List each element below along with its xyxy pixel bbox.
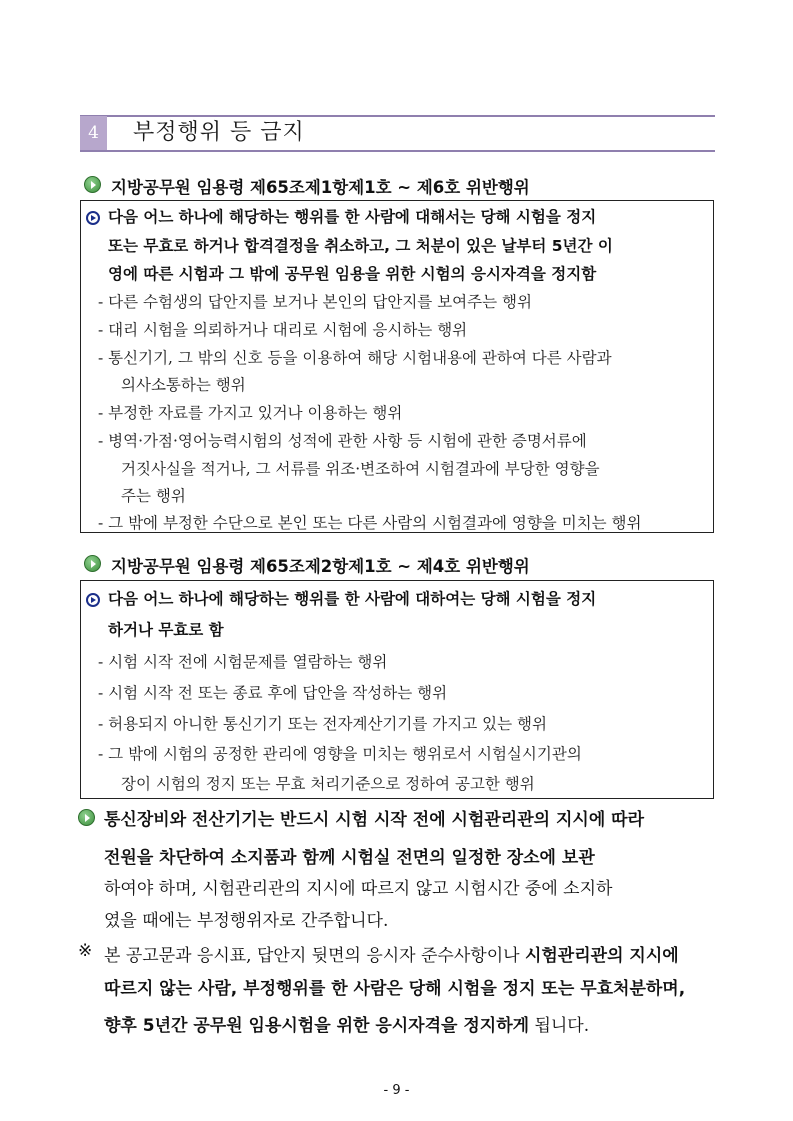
block1-item-continuation: 거짓사실을 적거나, 그 서류를 위조·변조하여 시험결과에 부당한 영향을 (121, 460, 600, 478)
section-title: 부정행위 등 금지 (133, 120, 305, 145)
block1-intro-line: 영에 따른 시험과 그 밖에 공무원 임용을 위한 시험의 응시자격을 정지함 (108, 265, 597, 283)
block1-item: - 그 밖에 부정한 수단으로 본인 또는 다른 사람의 시험결과에 영향을 미치는 행위 (98, 514, 642, 532)
block2-intro-line: 다음 어느 하나에 해당하는 행위를 한 사람에 대하여는 당해 시험을 정지 (108, 590, 597, 608)
green-arrow-bullet-icon (84, 555, 101, 572)
notice-line: 였을 때에는 부정행위자로 간주합니다. (104, 911, 389, 931)
block1-item: - 대리 시험을 의뢰하거나 대리로 시험에 응시하는 행위 (98, 321, 468, 339)
section-number: 4 (80, 116, 107, 150)
remark-line: 따르지 않는 사람, 부정행위를 한 사람은 당해 시험을 정지 또는 무효처분하며, (104, 979, 686, 999)
block1-item: - 다른 수험생의 답안지를 보거나 본인의 답안지를 보여주는 행위 (98, 293, 532, 311)
remark-line: 본 공고문과 응시표, 답안지 뒷면의 응시자 준수사항이나 시험관리관의 지시에 (104, 946, 679, 966)
notice-line: 하여야 하며, 시험관리관의 지시에 따르지 않고 시험시간 중에 소지하 (104, 879, 613, 899)
block2-item: - 시험 시작 전에 시험문제를 열람하는 행위 (98, 653, 388, 671)
block2-item-continuation: 장이 시험의 정지 또는 무효 처리기준으로 정하여 공고한 행위 (121, 775, 535, 793)
block2-intro-line: 하거나 무효로 함 (108, 621, 224, 639)
block1-item-continuation: 의사소통하는 행위 (121, 376, 246, 394)
block2-item: - 시험 시작 전 또는 종료 후에 답안을 작성하는 행위 (98, 684, 448, 702)
block1-intro-line: 다음 어느 하나에 해당하는 행위를 한 사람에 대해서는 당해 시험을 정지 (108, 208, 597, 226)
block2-item: - 그 밖에 시험의 공정한 관리에 영향을 미치는 행위로서 시험실시기관의 (98, 745, 582, 763)
blue-arrow-bullet-icon (86, 211, 100, 225)
reference-mark: ※ (78, 941, 93, 961)
page-number: - 9 - (383, 1083, 410, 1098)
block1-item: - 통신기기, 그 밖의 신호 등을 이용하여 해당 시험내용에 관하여 다른 사람과 (98, 349, 612, 367)
section-bottom-rule (80, 150, 715, 152)
block2-heading: 지방공무원 임용령 제65조제2항제1호 ~ 제4호 위반행위 (111, 557, 530, 576)
block1-heading: 지방공무원 임용령 제65조제1항제1호 ~ 제6호 위반행위 (111, 178, 530, 197)
blue-arrow-bullet-icon (86, 593, 100, 607)
green-arrow-bullet-icon (84, 176, 101, 193)
block1-item: - 병역·가점·영어능력시험의 성적에 관한 사항 등 시험에 관한 증명서류에 (98, 432, 587, 450)
block1-item: - 부정한 자료를 가지고 있거나 이용하는 행위 (98, 404, 403, 422)
notice-line: 통신장비와 전산기기는 반드시 시험 시작 전에 시험관리관의 지시에 따라 (104, 810, 645, 830)
block1-intro-line: 또는 무효로 하거나 합격결정을 취소하고, 그 처분이 있은 날부터 5년간 이 (108, 237, 613, 255)
remark-line: 향후 5년간 공무원 임용시험을 위한 응시자격을 정지하게 됩니다. (104, 1016, 590, 1036)
block1-item-continuation: 주는 행위 (121, 487, 186, 505)
green-arrow-bullet-icon (78, 809, 95, 826)
notice-line: 전원을 차단하여 소지품과 함께 시험실 전면의 일정한 장소에 보관 (104, 848, 595, 868)
block2-item: - 허용되지 아니한 통신기기 또는 전자계산기기를 가지고 있는 행위 (98, 715, 547, 733)
